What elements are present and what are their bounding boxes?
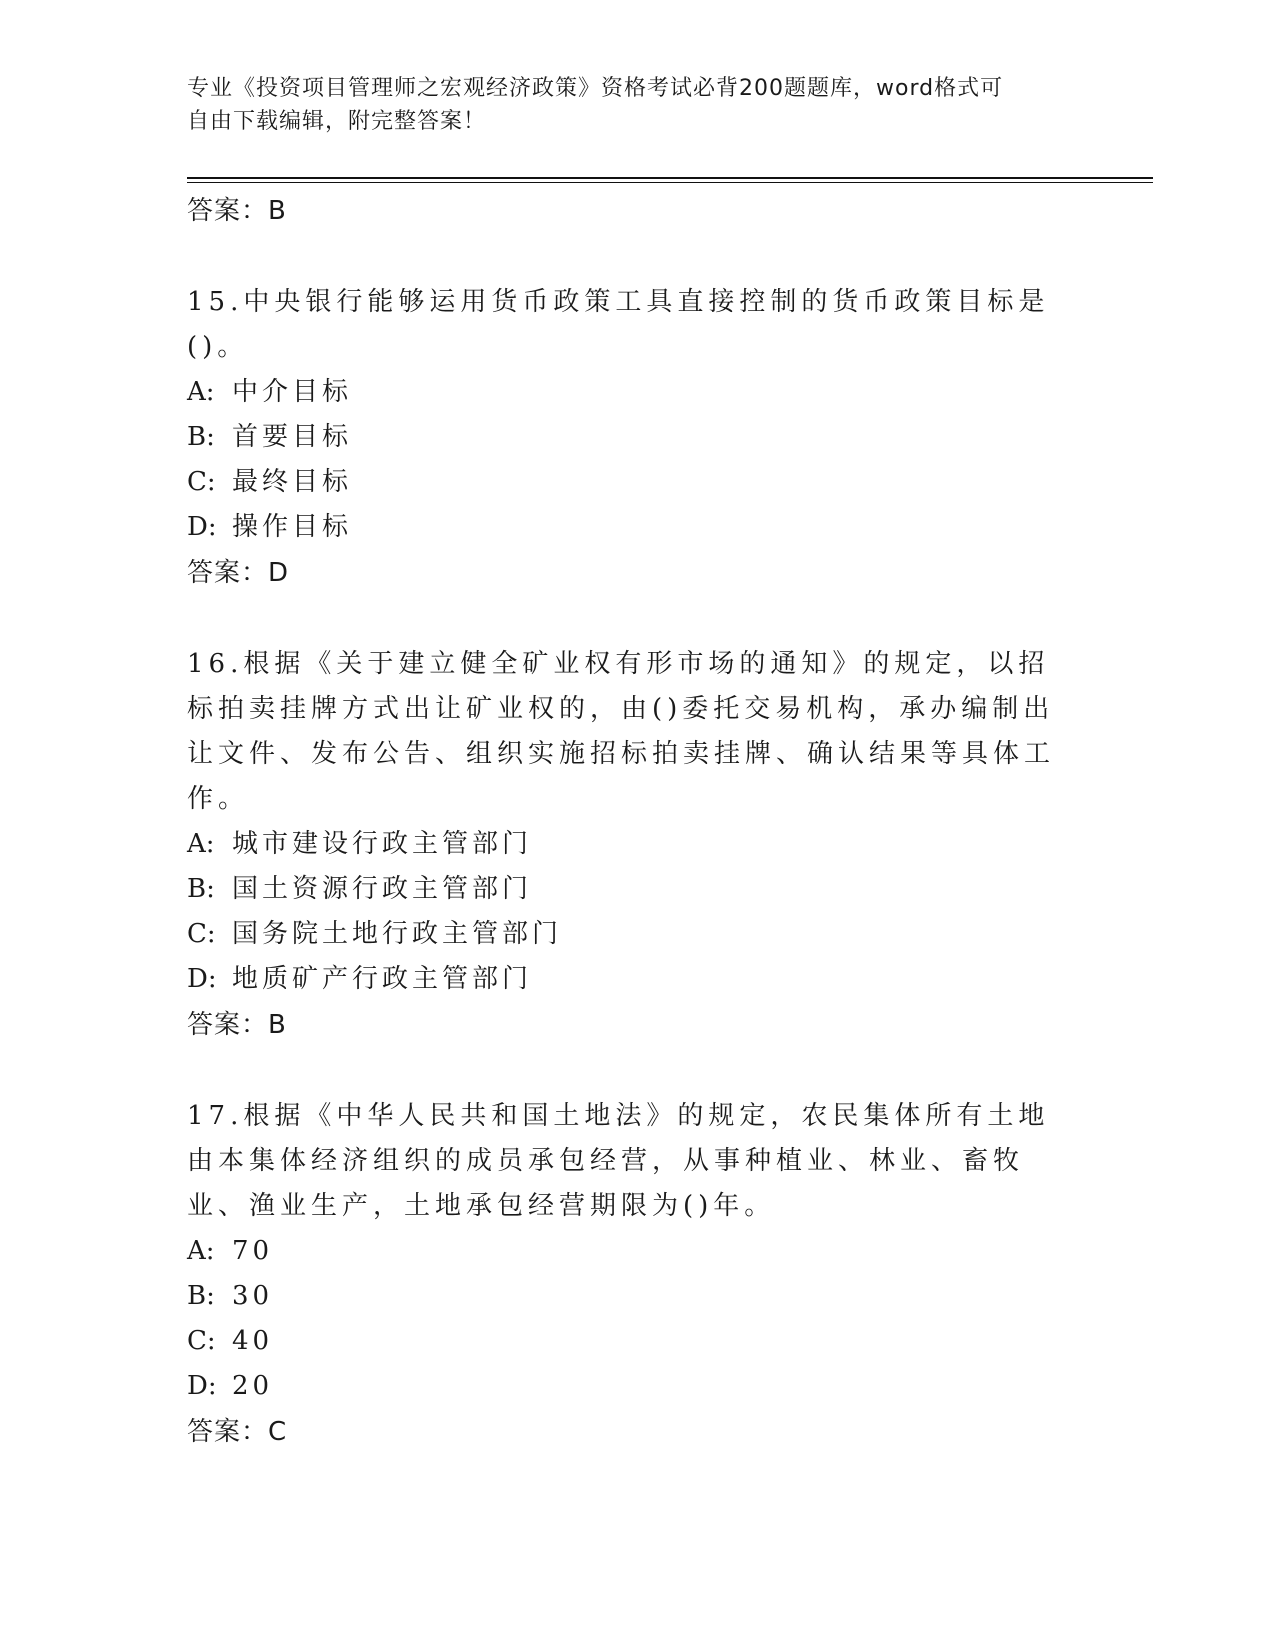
option-d bbox=[187, 1364, 1087, 1409]
question-16 bbox=[187, 642, 1087, 1048]
header-line-2: 自由下载编辑，附完整答案！ bbox=[187, 109, 487, 134]
option-d bbox=[187, 505, 1087, 550]
option-letter: C: bbox=[187, 467, 216, 497]
option-b bbox=[187, 867, 1087, 912]
option-letter: A: bbox=[187, 377, 215, 407]
option-text: 国务院土地行政主管部门 bbox=[232, 919, 563, 949]
question-content bbox=[187, 188, 1087, 1455]
option-a bbox=[187, 370, 1087, 415]
header-line-1: 专业《投资项目管理师之宏观经济政策》资格考试必背200题题库，word格式可 bbox=[187, 76, 1004, 101]
option-text: 20 bbox=[232, 1371, 274, 1401]
option-text: 中介目标 bbox=[232, 377, 353, 407]
option-letter: B: bbox=[187, 422, 215, 452]
option-text: 40 bbox=[232, 1326, 274, 1356]
option-text: 国土资源行政主管部门 bbox=[232, 874, 533, 904]
answer-line: 答案：B bbox=[187, 1010, 287, 1040]
option-letter: C: bbox=[187, 919, 216, 949]
option-letter: B: bbox=[187, 874, 215, 904]
option-text: 30 bbox=[232, 1281, 274, 1311]
answer-line: 答案：C bbox=[187, 1417, 288, 1447]
option-letter: C: bbox=[187, 1326, 216, 1356]
question-15 bbox=[187, 280, 1087, 596]
option-letter: B: bbox=[187, 1281, 215, 1311]
answer-line: 答案：B bbox=[187, 196, 287, 226]
option-text: 首要目标 bbox=[232, 422, 353, 452]
option-c bbox=[187, 1319, 1087, 1364]
document-header bbox=[187, 72, 1067, 138]
option-b bbox=[187, 415, 1087, 460]
question-stem: 16.根据《关于建立健全矿业权有形市场的通知》的规定，以招标拍卖挂牌方式出让矿业权的，由()委托交易机构，承办编制出让文件、发布公告、组织实施招标拍卖挂牌、确认结果等具体工作。 bbox=[187, 649, 1056, 814]
option-text: 操作目标 bbox=[232, 512, 353, 542]
option-text: 最终目标 bbox=[232, 467, 353, 497]
answer-line: 答案：D bbox=[187, 558, 290, 588]
question-17 bbox=[187, 1094, 1087, 1455]
option-c bbox=[187, 912, 1087, 957]
option-letter: D: bbox=[187, 512, 217, 542]
option-a bbox=[187, 1229, 1087, 1274]
option-d bbox=[187, 957, 1087, 1002]
option-text: 城市建设行政主管部门 bbox=[232, 829, 533, 859]
header-divider-thin bbox=[187, 182, 1153, 183]
option-a bbox=[187, 822, 1087, 867]
option-letter: A: bbox=[187, 1236, 215, 1266]
option-c bbox=[187, 460, 1087, 505]
option-text: 70 bbox=[232, 1236, 274, 1266]
option-letter: D: bbox=[187, 1371, 217, 1401]
option-text: 地质矿产行政主管部门 bbox=[232, 964, 533, 994]
option-b bbox=[187, 1274, 1087, 1319]
question-stem: 15.中央银行能够运用货币政策工具直接控制的货币政策目标是()。 bbox=[187, 287, 1050, 362]
header-divider bbox=[187, 177, 1153, 179]
option-letter: D: bbox=[187, 964, 217, 994]
option-letter: A: bbox=[187, 829, 215, 859]
question-stem: 17.根据《中华人民共和国土地法》的规定，农民集体所有土地由本集体经济组织的成员承包经营，从事种植业、林业、畜牧业、渔业生产，土地承包经营期限为()年。 bbox=[187, 1101, 1050, 1221]
